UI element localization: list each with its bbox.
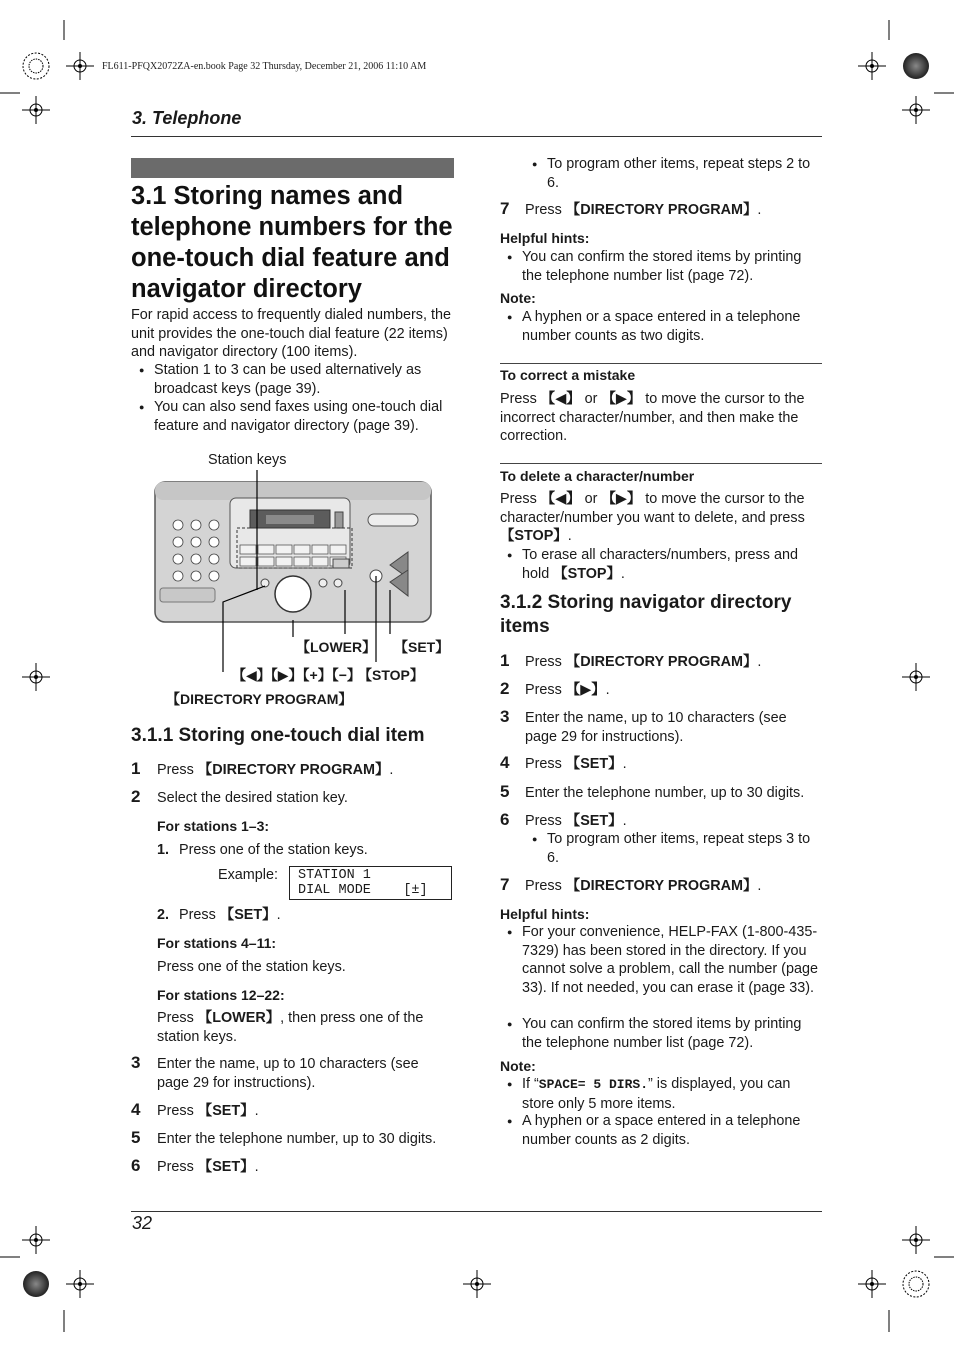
stations-12-22-heading: For stations 12–22: [157,987,285,1003]
divider [500,363,822,364]
footer-rule [131,1211,822,1212]
step-text: Press 【SET】. [525,813,627,829]
helpful-hint: ● You can confirm the stored items by printing the telephone number list (page 72). [522,1015,822,1052]
note-text: ● A hyphen or a space entered in a telephone number counts as 2 digits. [522,1112,822,1149]
step-text: Press 【SET】. [157,1159,259,1175]
divider [500,463,822,464]
station-keys-label: Station keys [208,452,287,468]
step-text: Press 【DIRECTORY PROGRAM】. [525,202,762,218]
delete-char-text: Press 【◀】 or 【▶】 to move the cursor to the character/number you want to delete, and press 【STOP】. [500,491,805,544]
step-text: Enter the telephone number, up to 30 digits. [525,785,805,801]
chapter-title: 3. Telephone [132,108,242,128]
step-bullet: ● To program other items, repeat steps 3 to 6. [547,830,822,867]
note-text: ● A hyphen or a space entered in a telephone number counts as two digits. [522,308,822,345]
correct-mistake-text: Press 【◀】 or 【▶】 to move the cursor to the incorrect character/number, and then make the correction. [500,391,805,444]
correct-mistake-heading: To correct a mistake [500,367,636,383]
step-number: 7 [500,199,510,218]
stations-1-3-heading: For stations 1–3: [157,818,270,834]
subsection-title: 3.1.1 Storing one-touch dial item [131,725,425,746]
set-key-label: 【SET】 [394,639,450,655]
step-text: Press 【DIRECTORY PROGRAM】. [525,878,762,894]
step-number: 3 [131,1053,141,1072]
step-number: 4 [131,1100,141,1119]
print-info-line: FL611-PFQX2072ZA-en.book Page 32 Thursday, December 21, 2006 11:10 AM [102,61,427,72]
subsection-title: 3.1.2 Storing navigator directory items [500,592,792,637]
stop-key-label: 【STOP】 [358,667,424,683]
step-number: 3 [500,707,510,726]
delete-char-heading: To delete a character/number [500,468,695,484]
step-number: 5 [131,1128,141,1147]
step-text: Press 【SET】. [525,756,627,772]
helpful-hints-heading: Helpful hints: [500,230,590,246]
stations-4-11-heading: For stations 4–11: [157,935,277,951]
step-text: Enter the telephone number, up to 30 digits. [157,1131,437,1147]
directory-program-key-label: 【DIRECTORY PROGRAM】 [166,691,353,707]
step-number: 1 [131,759,141,778]
note-heading: Note: [500,1058,536,1074]
step-text: Press 【▶】. [525,682,610,698]
header-rule [131,136,822,137]
step-number: 4 [500,753,510,772]
intro-bullet: ● You can also send faxes using one-touch dial feature and navigator directory (page 39). [154,398,459,435]
step-number: 7 [500,875,510,894]
step-text: Press 【SET】. [157,1103,259,1119]
delete-bullet: ● To erase all characters/numbers, press and hold 【STOP】. [522,546,822,583]
substep-number: 1. [157,842,170,858]
substep-number: 2. [157,907,170,923]
step-number: 1 [500,651,510,670]
helpful-hints-heading: Helpful hints: [500,906,590,922]
intro-bullet: ● Station 1 to 3 can be used alternatively as broadcast keys (page 39). [154,361,454,398]
helpful-hint: ● You can confirm the stored items by printing the telephone number list (page 72). [522,248,822,285]
section-title: 3.1 Storing names and telephone numbers for the one-touch dial feature and navigator directory [131,182,453,303]
section-bar [131,158,454,178]
step-text: Press 【DIRECTORY PROGRAM】. [525,654,762,670]
step-number: 6 [500,810,510,829]
lcd-display-example: STATION 1 DIAL MODE [±] [289,866,452,900]
step-number: 2 [500,679,510,698]
section-intro: For rapid access to frequently dialed numbers, the unit provides the one-touch dial feature (22 items) and navigator directory (100 items). [131,307,451,360]
stations-4-11-text: Press one of the station keys. [157,959,346,975]
step-number: 2 [131,787,141,806]
lower-key-label: 【LOWER】 [296,639,377,655]
step-text: Enter the name, up to 10 characters (see page 29 for instructions). [525,710,787,745]
step-text: Select the desired station key. [157,790,348,806]
substep-text: Press one of the station keys. [179,842,368,858]
page-number: 32 [132,1213,153,1233]
step-number: 6 [131,1156,141,1175]
substep-text: Press 【SET】. [179,907,281,923]
nav-keys-label: 【◀】【▶】【+】【−】 [232,667,361,683]
step-text: Enter the name, up to 10 characters (see page 29 for instructions). [157,1056,419,1091]
note-heading: Note: [500,290,536,306]
stations-12-22-text: Press 【LOWER】, then press one of the station keys. [157,1010,424,1045]
step-text: Press 【DIRECTORY PROGRAM】. [157,762,394,778]
note-text: ● If “SPACE= 5 DIRS.” is displayed, you can store only 5 more items. [522,1075,822,1113]
helpful-hint: ● For your convenience, HELP-FAX (1-800-435-7329) has been stored in the directory. If you cannot solve a problem, call the number (page 33). If not needed, you can erase it (page 33). [522,923,822,997]
step-bullet: ● To program other items, repeat steps 2 to 6. [547,155,822,192]
example-label: Example: [218,867,278,883]
step-number: 5 [500,782,510,801]
